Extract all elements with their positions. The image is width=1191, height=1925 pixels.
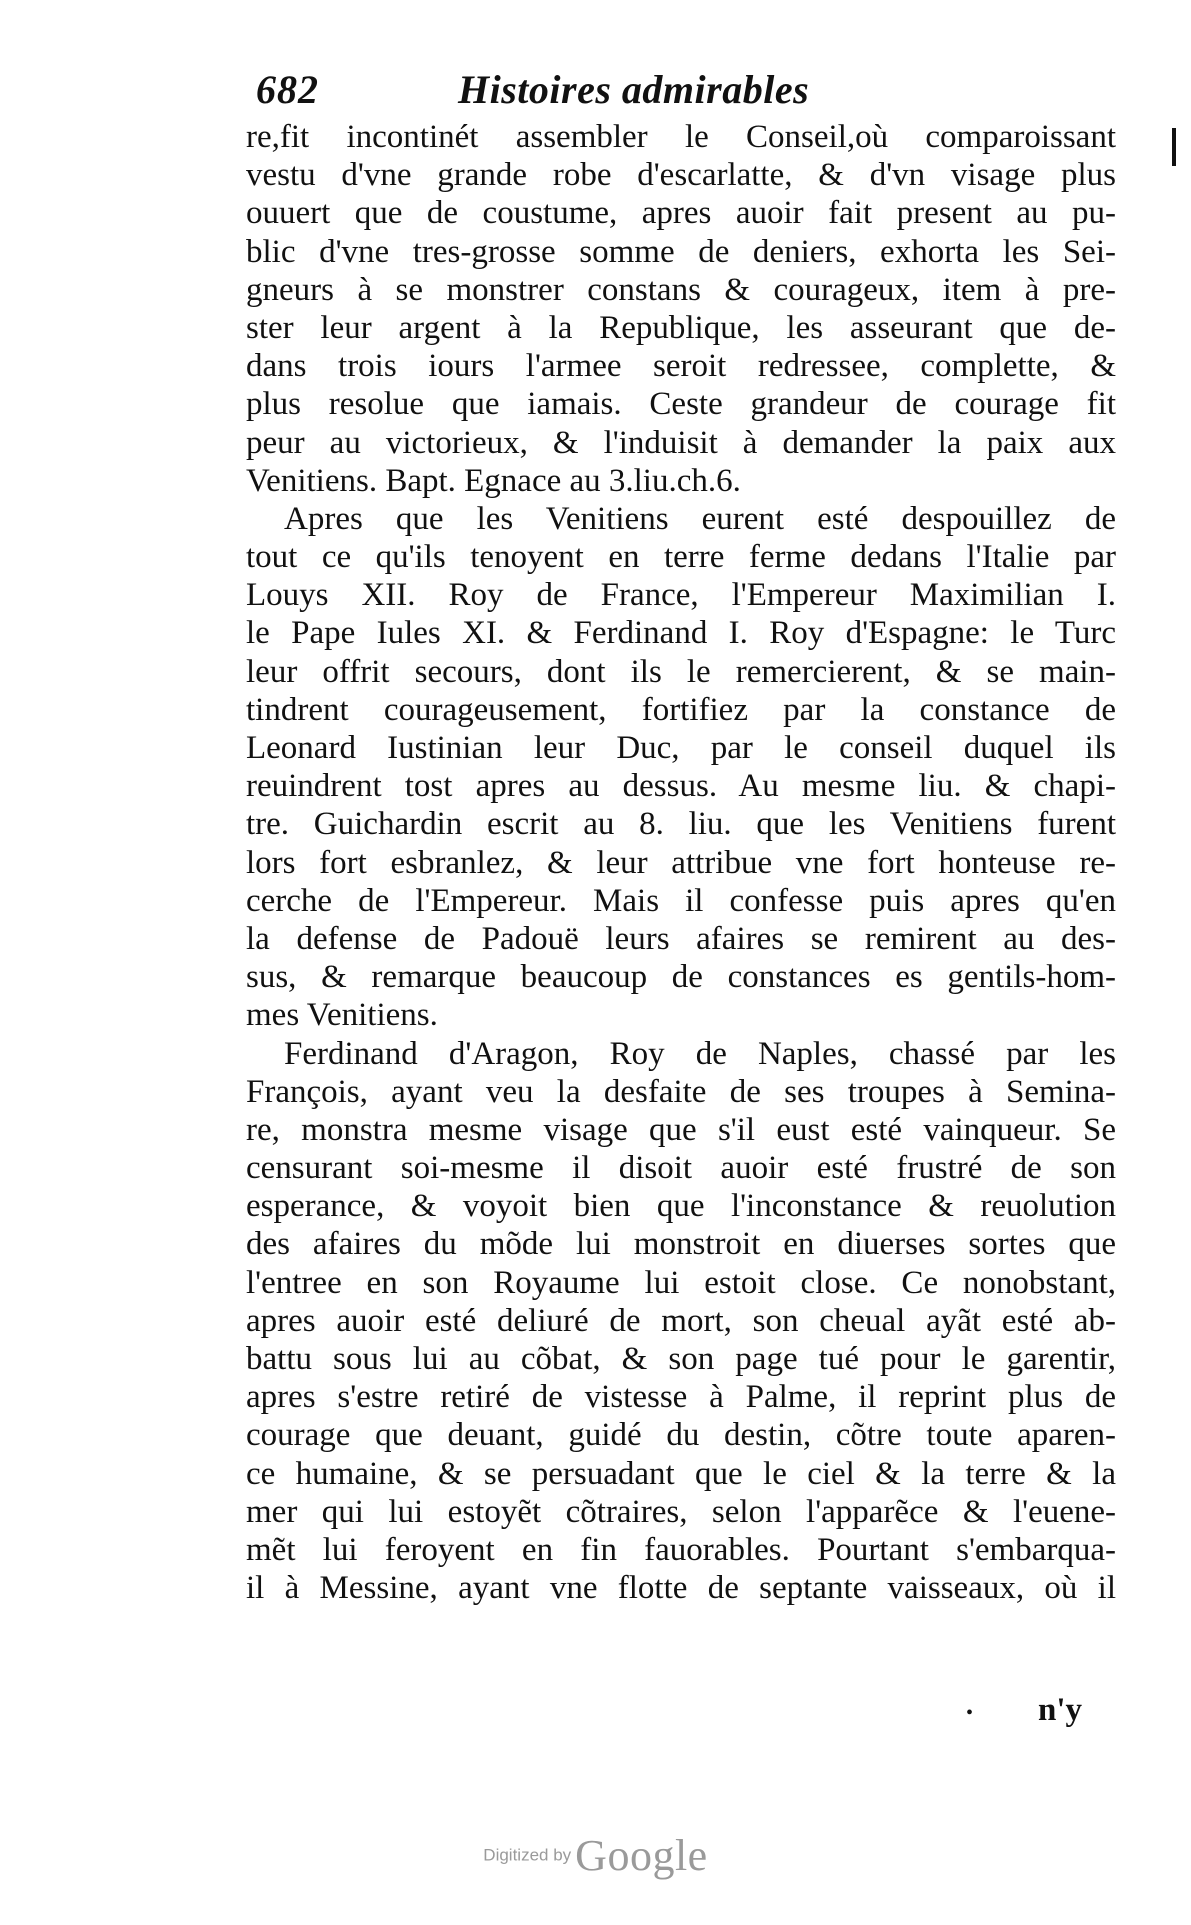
text-line: cerche de l'Empereur. Mais il confesse puis apres qu'en [246, 882, 1116, 919]
text-line: mer qui lui estoyẽt cõtraires, selon l'apparẽce & l'euene- [246, 1493, 1116, 1530]
text-line: le Pape Iules XI. & Ferdinand I. Roy d'Espagne: le Turc [246, 615, 1116, 652]
text-line: dans trois iours l'armee seroit redressee, complette, & [246, 348, 1116, 385]
text-line: des afaires du mõde lui monstroit en diuerses sortes que [246, 1226, 1116, 1263]
ink-speck: • [966, 1702, 974, 1724]
page-header [248, 62, 888, 122]
text-line: la defense de Padouë leurs afaires se remirent au des- [246, 920, 1116, 957]
catchword: n'y [1038, 1692, 1083, 1728]
google-logo: Google [575, 1831, 708, 1880]
text-line: Apres que les Venitiens eurent esté despouillez de [284, 500, 1116, 537]
margin-mark [1172, 128, 1176, 166]
body-text [246, 118, 1116, 1607]
text-line: plus resolue que iamais. Ceste grandeur de courage fit [246, 386, 1116, 423]
text-line: François, ayant veu la desfaite de ses troupes à Semina- [246, 1073, 1116, 1110]
text-line: l'entree en son Royaume lui estoit close. Ce nonobstant, [246, 1264, 1116, 1301]
text-line: mẽt lui feroyent en fin fauorables. Pourtant s'embarqua- [246, 1531, 1116, 1568]
text-line: blic d'vne tres-grosse somme de deniers, exhorta les Sei- [246, 233, 1116, 270]
text-line: re,fit incontinét assembler le Conseil,où comparoissant [246, 119, 1116, 155]
text-line: ouuert que de coustume, apres auoir fait present au pu- [246, 195, 1116, 232]
text-line: lors fort esbranlez, & leur attribue vne fort honteuse re- [246, 844, 1116, 881]
text-line: leur offrit secours, dont ils le remercierent, & se main- [246, 653, 1116, 690]
text-line: ster leur argent à la Republique, les asseurant que de- [246, 309, 1116, 346]
text-line: apres s'estre retiré de vistesse à Palme, il reprint plus de [246, 1379, 1116, 1416]
text-line: il à Messine, ayant vne flotte de septante vaisseaux, où il [246, 1570, 1116, 1607]
text-line: reuindrent tost apres au dessus. Au mesme liu. & chapi- [246, 768, 1116, 805]
text-line: peur au victorieux, & l'induisit à demander la paix aux [246, 424, 1116, 461]
text-line: tindrent courageusement, fortifiez par la constance de [246, 691, 1116, 728]
text-line: esperance, & voyoit bien que l'inconstance & reuolution [246, 1188, 1116, 1225]
text-line: tre. Guichardin escrit au 8. liu. que les Venitiens furent [246, 806, 1116, 843]
text-line: tout ce qu'ils tenoyent en terre ferme dedans l'Italie par [246, 539, 1116, 576]
text-line: Venitiens. Bapt. Egnace au 3.liu.ch.6. [246, 462, 741, 499]
text-line: mes Venitiens. [246, 997, 438, 1034]
text-line: vestu d'vne grande robe d'escarlatte, & d'vn visage plus [246, 157, 1116, 194]
text-line: censurant soi-mesme il disoit auoir esté frustré de son [246, 1150, 1116, 1187]
text-line: Ferdinand d'Aragon, Roy de Naples, chassé par les [284, 1035, 1116, 1072]
text-line: battu sous lui au cõbat, & son page tué pour le garentir, [246, 1341, 1116, 1377]
text-line: Leonard Iustinian leur Duc, par le conseil duquel ils [246, 730, 1116, 766]
running-title: Histoires admirables [458, 67, 810, 112]
text-line: re, monstra mesme visage que s'il eust esté vainqueur. Se [246, 1111, 1116, 1148]
text-line: courage que deuant, guidé du destin, cõtre toute aparen- [246, 1417, 1116, 1454]
text-line: gneurs à se monstrer constans & courageux, item à pre- [246, 271, 1116, 308]
text-line: Louys XII. Roy de France, l'Empereur Maximilian I. [246, 577, 1116, 614]
page-number: 682 [256, 67, 319, 112]
text-line: ce humaine, & se persuadant que le ciel & la terre & la [246, 1455, 1116, 1492]
text-line: apres auoir esté deliuré de mort, son cheual ayãt esté ab- [246, 1302, 1116, 1339]
digitized-by-label: Digitized by [483, 1845, 572, 1865]
digitization-watermark [0, 1830, 1191, 1881]
text-line: sus, & remarque beaucoup de constances es gentils-hom- [246, 959, 1116, 996]
